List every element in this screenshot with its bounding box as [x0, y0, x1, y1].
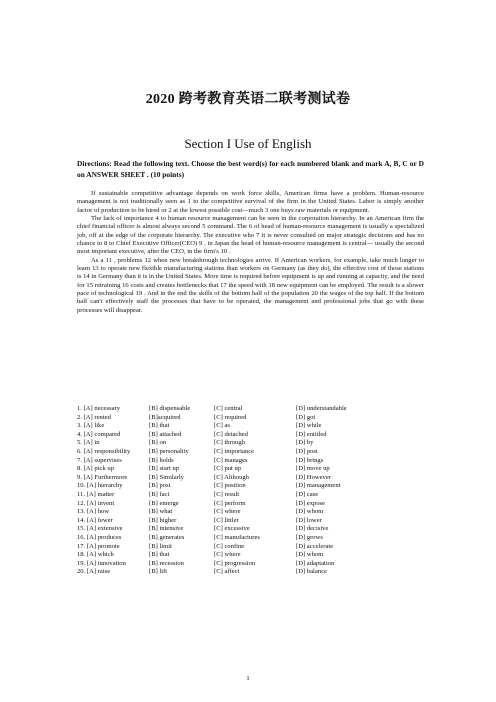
option-choice: [B] higher — [149, 516, 177, 524]
directions: Directions: Read the following text. Choose the best word(s) for each numbered blank and mark A, B, C or D on ANSWER SHEET . (10 points) — [77, 159, 424, 179]
option-choice: 17. [A] promote — [77, 542, 120, 550]
paragraph: If sustainable competitive advantage depends on work force skills, American firms have a problem. Human-resource management is not traditionally seen as 1 to the competitive survival of the firm in the United States. Labor is simply another factor of production to be hired or 2 at the lowest possible cost—much 3 one buys raw materials or equipment. — [77, 190, 424, 214]
option-choice: [D] move up — [296, 465, 330, 473]
option-row — [77, 534, 427, 543]
paragraph: As a 11 , problems 12 when new breakthrough technologies arrive. If American workers, for example, take much longer to learn 13 to operate new flexible manufacturing stations than workers on Germany (as they do), the effective cost of those stations is 14 in Germany than it is in the United States. More time is required before equipment is up and running at capacity, and the need for 15 retraining 16 costs and creates bottlenecks that 17 the speed with 18 new equipment can be employed. The result is a slower pace of technological 19 . And in the end the skills of the bottom half of the population 20 the wages of the top half. If the bottom half can't effectively staff the processes that have to be operated, the management and professional jobs that go with these processes will disappear. — [77, 256, 424, 314]
option-choice: [C] where — [214, 508, 241, 516]
option-choice: 6. [A] responsibility — [77, 447, 131, 455]
option-choice: 11. [A] matter — [77, 490, 115, 498]
option-row — [77, 482, 427, 491]
option-row — [77, 525, 427, 534]
option-choice: [D] by — [296, 439, 314, 447]
option-choice: [C] where — [214, 551, 241, 559]
option-choice: [C] position — [214, 482, 246, 490]
option-choice: [B] start up — [149, 465, 180, 473]
option-choice: [C] as — [214, 422, 230, 430]
option-row — [77, 508, 427, 517]
option-choice: 4. [A] compared — [77, 430, 121, 438]
option-choice: [C] central — [214, 405, 243, 412]
option-choice: [D] post — [296, 447, 318, 455]
option-choice: [D] grows — [296, 533, 323, 541]
option-choice: [D] case — [296, 490, 319, 498]
option-choice: 19. [A] innovation — [77, 559, 126, 567]
option-choice: [C] put up — [214, 465, 242, 473]
option-choice: 5. [A] in — [77, 439, 100, 447]
option-row — [77, 551, 427, 560]
option-row — [77, 465, 427, 474]
option-choice: [D] lower — [296, 516, 322, 524]
option-row — [77, 560, 427, 569]
option-choice: [B] post — [149, 482, 171, 490]
option-choice: [D] entitled — [296, 430, 327, 438]
option-row — [77, 457, 427, 466]
option-choice: [B] attached — [149, 430, 182, 438]
exam-title: 2020 跨考教育英语二联考测试卷 — [145, 92, 351, 107]
page-number: 1 — [246, 675, 250, 682]
option-choice: [B] that — [149, 422, 170, 430]
option-row — [77, 448, 427, 457]
option-choice: [C] progression — [214, 559, 256, 567]
option-row — [77, 500, 427, 509]
option-choice: [C] required — [214, 413, 247, 421]
option-choice: 15. [A] extensive — [77, 525, 123, 533]
option-choice: [C] Although — [214, 473, 249, 481]
option-row — [77, 414, 427, 423]
option-choice: [C] excessive — [214, 525, 250, 533]
option-choice: 9. [A] Furthermore — [77, 473, 128, 481]
option-choice: [D] balance — [296, 568, 327, 576]
option-choice: [D] whom — [296, 508, 324, 516]
option-choice: [D] whom — [296, 551, 324, 559]
option-choice: [D] expose — [296, 499, 326, 507]
option-choice: [C] manages — [214, 456, 248, 464]
option-row — [77, 543, 427, 552]
option-choice: [B] dispensable — [149, 405, 191, 412]
passage — [77, 190, 424, 315]
option-choice: [B] recession — [149, 559, 184, 567]
option-choice: 12. [A] invent — [77, 499, 115, 507]
option-row — [77, 474, 427, 483]
option-choice: [D] got — [296, 413, 316, 421]
option-choice: [B] Similarly — [149, 473, 184, 481]
option-choice: 13. [A] how — [77, 508, 110, 516]
option-row — [77, 568, 427, 577]
option-choice: 16. [A] produces — [77, 533, 122, 541]
option-choice: [B]acquired — [149, 413, 181, 421]
option-choice: [D] brings — [296, 456, 324, 464]
option-choice: [C] perform — [214, 499, 246, 507]
option-choice: [C] confine — [214, 542, 245, 550]
option-choice: [B] intensive — [149, 525, 184, 533]
option-choice: [B] that — [149, 551, 170, 559]
option-choice: [B] fact — [149, 490, 170, 498]
option-choice: [D] However — [296, 473, 331, 481]
options-list — [77, 405, 427, 577]
option-choice: [D] while — [296, 422, 322, 430]
option-choice: 10. [A] hierarchy — [77, 482, 123, 490]
option-choice: [D] management — [296, 482, 341, 490]
option-choice: [C] manufactures — [214, 533, 260, 541]
option-row — [77, 431, 427, 440]
option-row — [77, 405, 427, 414]
option-choice: [C] result — [214, 490, 240, 498]
option-choice: [D] decisive — [296, 525, 329, 533]
option-row — [77, 517, 427, 526]
option-choice: 2. [A] rented — [77, 413, 111, 421]
option-choice: [B] emerge — [149, 499, 179, 507]
option-choice: [C] importance — [214, 447, 255, 455]
option-choice: [C] detached — [214, 430, 248, 438]
option-choice: [D] accelerate — [296, 542, 334, 550]
option-choice: [B] holds — [149, 456, 174, 464]
option-choice: 14. [A] fewer — [77, 516, 113, 524]
section-title: Section I Use of English — [184, 136, 312, 151]
option-choice: [B] lift — [149, 568, 168, 576]
option-choice: 8. [A] pick up — [77, 465, 114, 473]
option-choice: [B] generates — [149, 533, 185, 541]
option-choice: [B] personality — [149, 447, 189, 455]
option-choice: [B] limit — [149, 542, 172, 550]
option-choice: [C] through — [214, 439, 245, 447]
option-choice: 3. [A] like — [77, 422, 105, 430]
option-choice: 7. [A] supervises — [77, 456, 122, 464]
option-choice: [B] what — [149, 508, 173, 516]
option-choice: 20. [A] raise — [77, 568, 111, 576]
option-choice: [B] on — [149, 439, 167, 447]
option-row — [77, 422, 427, 431]
option-choice: [D] understandable — [296, 405, 347, 412]
option-row — [77, 491, 427, 500]
option-choice: [C] littler — [214, 516, 239, 524]
option-choice: 18. [A] which — [77, 551, 114, 559]
option-choice: 1. [A] necessary — [77, 405, 121, 412]
option-choice: [C] affect — [214, 568, 240, 576]
paragraph: The lack of importance 4 to human resource management can be seen in the corporation hierarchy. In an American firm the chief financial officer is almost always second 5 command. The 6 of head of human-resource management is usually a specialized job, off at the edge of the corporate hierarchy. The executive who 7 it is never consulted on major strategic decisions and has no chance to 8 to Chief Executive Officer(CEO) 9 . in Japan the head of human-resource management is central— usually the second most important executive, after the CEO, in the firm's 10 . — [77, 215, 424, 256]
option-choice: [D] adaptation — [296, 559, 335, 567]
option-row — [77, 439, 427, 448]
